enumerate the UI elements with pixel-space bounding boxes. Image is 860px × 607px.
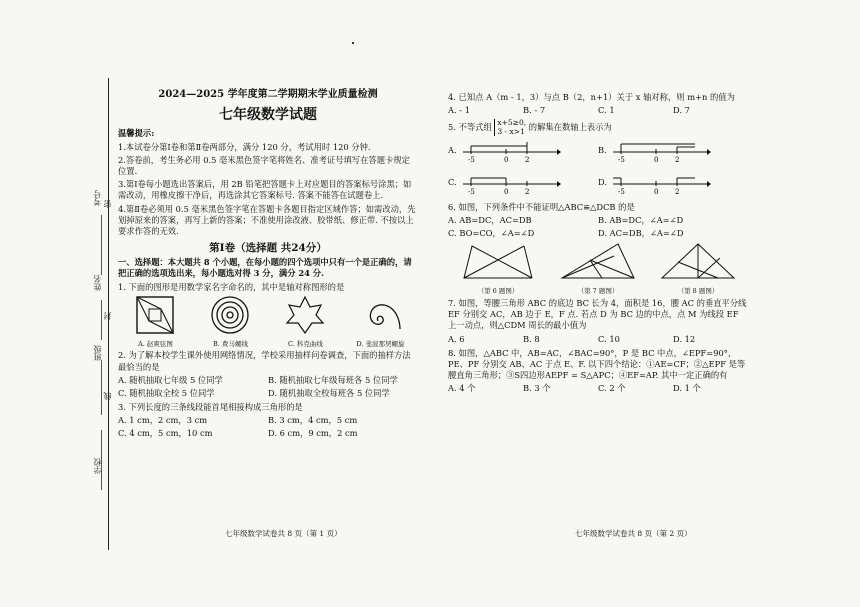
option: B. 3 cm，4 cm，5 cm	[268, 415, 358, 426]
field-school: 学校	[93, 458, 102, 474]
number-line-a	[461, 138, 561, 164]
q5-prefix: 5. 不等式组	[448, 122, 492, 133]
option-letter: C.	[287, 339, 295, 348]
option: D. 随机抽取全校每班各 5 位同学	[268, 387, 390, 398]
option: B. 8	[523, 333, 540, 344]
option-c	[448, 170, 598, 196]
tip: 4.第Ⅱ卷必须用 0.5 毫米黑色签字笔在答题卡各题目指定区域作答；如需改动，先划掉原来的答案，再写上新的答案；不准使用涂改液、胶带纸、修正带. 不按以上要求作答的无效.	[118, 203, 416, 236]
question-7: 7. 如图，等腰三角形 ABC 的底边 BC 长为 4，面积是 16，腰 AC 的垂直平分线 EF 分别交 AC，AB 边于 E，F 点. 若点 D 为 BC 边的中点，点 M 为线段 EF 上一动点，则△CDM 周长的最小值为	[448, 297, 747, 331]
question-5	[448, 119, 748, 136]
option: D. AC=DB，∠A=∠D	[598, 228, 684, 239]
figure-7	[558, 242, 638, 296]
option-letter: A.	[138, 339, 145, 348]
field-line	[101, 300, 102, 340]
field-line	[101, 360, 102, 415]
question-1: 1. 下面的图形是用数学家名字命名的，其中是轴对称图形的是	[118, 281, 345, 292]
tick-label: -5	[617, 155, 625, 164]
option: B. AB=DC，∠A=∠D	[598, 215, 684, 226]
field-exam-number: 考号	[93, 190, 102, 206]
option-b	[598, 138, 748, 164]
option: C. 10	[598, 333, 620, 344]
option: A. 随机抽取七年级 5 位同学	[118, 374, 223, 385]
option-letter: C.	[448, 177, 457, 188]
page-1	[118, 88, 418, 443]
page-footer: 七年级数学试卷共 8 页（第 1 页）	[225, 529, 342, 538]
binding-mark: 封	[103, 312, 112, 320]
figure-option	[206, 295, 254, 349]
tip: 3.第Ⅰ卷每小题选出答案后，用 2B 铅笔把答题卡上对应题目的答案标号涂黑；如需改动，用橡皮擦干净后，再选涂其它答案标号. 答案不能答在试题卷上.	[118, 179, 412, 201]
option-letter: B.	[598, 145, 607, 156]
figure-caption: （第 8 题图）	[677, 287, 719, 296]
page-2	[448, 92, 748, 397]
option-letter: B.	[212, 339, 220, 348]
option-letter: D.	[356, 339, 364, 348]
q2-options	[118, 375, 418, 399]
inequality-system	[494, 119, 526, 136]
question-2: 2. 为了解本校学生课外使用网络情况，学校采用抽样问卷调查，下面的抽样方法最恰当的是	[118, 350, 411, 372]
inequality: 3 - x>1	[497, 126, 525, 136]
triangle-figure-icon	[458, 242, 538, 284]
isosceles-triangle-icon	[558, 242, 638, 284]
option: B. 3 个	[523, 383, 551, 394]
inequality: x+5≥0,	[497, 118, 527, 128]
q3-options	[118, 415, 418, 439]
option: A. AB=DC，AC=DB	[448, 215, 532, 226]
option: A. 6	[448, 333, 465, 344]
option-letter: A.	[448, 145, 457, 156]
figure-caption: 斐波那契螺旋	[365, 339, 405, 348]
number-line-c	[461, 170, 561, 196]
figure-8	[658, 242, 738, 296]
number-line-d	[611, 170, 711, 196]
tick-label: -5	[467, 155, 475, 164]
option-letter: D.	[598, 177, 607, 188]
option: C. 1	[598, 105, 615, 116]
q4-options	[448, 105, 748, 116]
option: A. 4 个	[448, 383, 476, 394]
fermat-spiral-icon	[206, 295, 254, 337]
q1-figures	[118, 295, 418, 349]
section-title: 第Ⅰ卷（选择题 共24分）	[209, 242, 327, 255]
question-8: 8. 如图，△ABC 中，AB=AC，∠BAC=90°，P 是 BC 中点，∠EPF=90°，PE、PF 分别交 AB、AC 于点 E、F. 以下四个结论：①AE=CF；②△EPF 是等腰直角三角形；③S四边形AEPF = S△APC；④EF=AP. 其中一定正确的有	[448, 347, 746, 381]
page-footer: 七年级数学试卷共 8 页（第 2 页）	[575, 529, 692, 538]
option: C. 随机抽取全校 5 位同学	[118, 387, 215, 398]
option: A. - 1	[448, 105, 470, 116]
pinwheel-square-icon	[131, 295, 179, 337]
right-triangle-icon	[658, 242, 738, 284]
tick-label: -5	[618, 187, 625, 196]
q5-number-lines	[448, 138, 748, 196]
figure-caption: 科克曲线	[296, 339, 323, 348]
option-d	[598, 170, 748, 196]
number-line-b	[611, 138, 711, 164]
figure-caption: （第 6 题图）	[477, 287, 519, 296]
tip: 1.本试卷分第Ⅰ卷和第Ⅱ卷两部分，满分 120 分，考试用时 120 分钟.	[118, 141, 371, 152]
figure-caption: 赵爽弦图	[146, 339, 173, 348]
option: C. BO=CO，∠A=∠D	[448, 228, 535, 239]
exam-title: 七年级数学试题	[219, 106, 317, 123]
section-instructions: 一、选择题：本大题共 8 个小题，在每小题的四个选项中只有一个是正确的，请把正确的选项选出来，每小题选对得 3 分，满分 24 分.	[118, 257, 412, 279]
fibonacci-spiral-icon	[356, 295, 404, 337]
q8-options	[448, 383, 748, 394]
figure-caption: 费马螺线	[221, 339, 248, 348]
geometry-figures	[448, 242, 748, 296]
binding-mark: 密	[103, 200, 112, 208]
field-line	[101, 215, 102, 275]
tick-label: 2	[524, 155, 530, 164]
speck	[352, 42, 354, 44]
question-6: 6. 如图，下列条件中不能证明△ABC≌△DCB 的是	[448, 201, 635, 212]
q5-suffix: 的解集在数轴上表示为	[528, 122, 612, 133]
option: B. 随机抽取七年级每班各 5 位同学	[268, 374, 398, 385]
figure-caption: （第 7 题图）	[577, 287, 619, 296]
tick-label: 0	[653, 155, 659, 164]
exam-header: 2024—2025 学年度第二学期期末学业质量检测	[158, 89, 378, 100]
option: B. - 7	[523, 105, 546, 116]
tick-label: 2	[674, 155, 680, 164]
tick-label: 2	[524, 187, 530, 196]
tick-label: 0	[503, 155, 509, 164]
tip: 2.答卷前，考生务必用 0.5 毫米黑色签字笔将姓名、准考证号填写在答题卡规定位置.	[118, 154, 410, 176]
option: D. 6 cm，9 cm，2 cm	[268, 428, 358, 439]
option-a	[448, 138, 598, 164]
binding-mark: 线	[103, 392, 112, 400]
figure-option	[281, 295, 329, 349]
tick-label: 2	[675, 187, 680, 196]
koch-snowflake-icon	[281, 295, 329, 337]
question-3: 3. 下列长度的三条线段能首尾相接构成三角形的是	[118, 402, 303, 413]
option: D. 1 个	[673, 383, 701, 394]
question-4: 4. 已知点 A（m - 1，3）与点 B（2，n+1）关于 x 轴对称，则 m+n 的值为	[448, 92, 735, 102]
field-class: 班级	[93, 345, 102, 361]
tick-label: 0	[654, 187, 659, 196]
tips-heading: 温馨提示:	[118, 128, 155, 139]
q7-options	[448, 334, 748, 345]
q6-options	[448, 215, 748, 239]
option: A. 1 cm，2 cm，3 cm	[118, 415, 208, 426]
option: C. 4 cm，5 cm，10 cm	[118, 428, 213, 439]
option: D. 12	[673, 333, 696, 344]
tick-label: -5	[467, 187, 475, 196]
figure-option	[356, 295, 404, 349]
option: C. 2 个	[598, 383, 626, 394]
tick-label: 0	[503, 187, 509, 196]
figure-option	[131, 295, 179, 349]
option: D. 7	[673, 105, 690, 116]
figure-6	[458, 242, 538, 296]
field-name: 姓名	[93, 275, 102, 291]
